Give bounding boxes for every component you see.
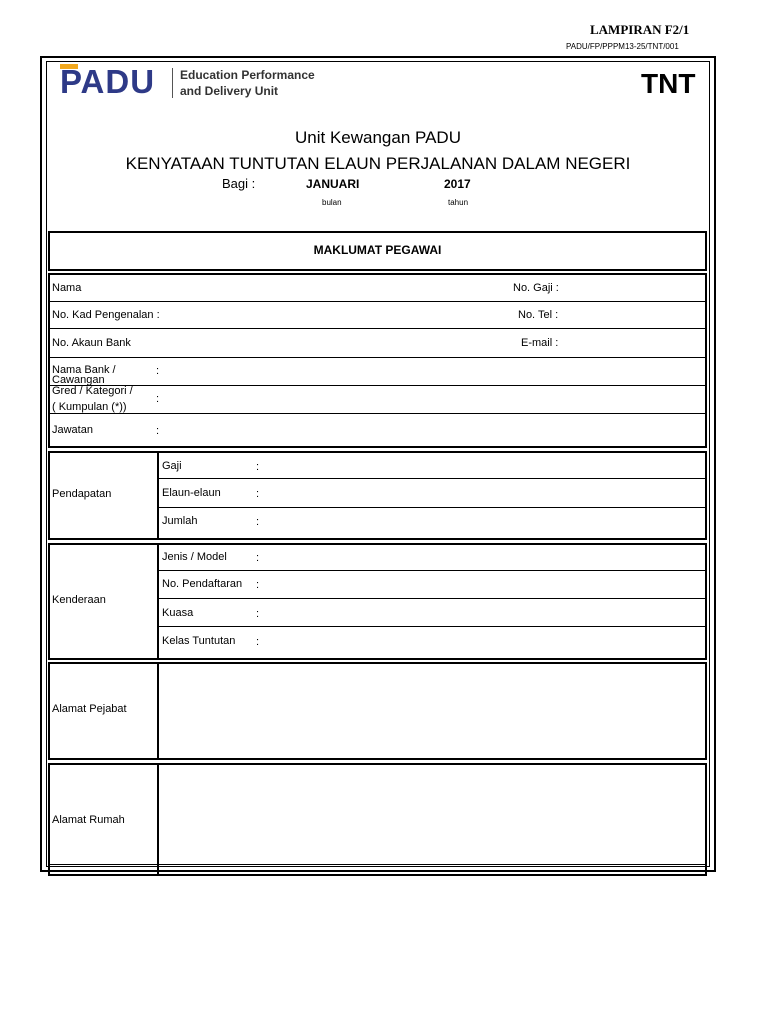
month-caption: bulan [322,198,342,207]
label-elaun: Elaun-elaun [162,487,221,499]
label-jawatan: Jawatan [52,424,93,436]
label-kad-pengenalan: No. Kad Pengenalan : [52,309,160,321]
bagi-label: Bagi : [222,176,256,191]
row-divider [158,570,707,571]
form-title: KENYATAAN TUNTUTAN ELAUN PERJALANAN DALAM NEGERI [125,154,631,173]
label-no-pendaftaran: No. Pendaftaran [162,578,243,590]
section-heading: MAKLUMAT PEGAWAI [313,243,442,257]
row-divider [158,626,707,627]
row-divider [48,413,707,414]
label-akaun-bank: No. Akaun Bank [52,337,131,349]
alamat-rumah-divider [157,763,159,876]
colon: : [156,393,160,405]
logo-subtitle-line1: Education Performance [180,68,315,82]
alamat-rumah-box [48,763,707,876]
label-nama-bank: Nama Bank / [52,364,116,376]
colon: : [156,365,160,377]
colon: : [256,579,260,591]
pendapatan-column-divider [157,451,159,540]
label-pendapatan: Pendapatan [52,488,112,500]
row-divider [158,478,707,479]
label-alamat-pejabat: Alamat Pejabat [52,703,127,715]
label-gaji: Gaji [162,460,182,472]
row-divider [158,507,707,508]
colon: : [256,552,260,564]
label-email: E-mail : [521,337,559,349]
label-alamat-rumah: Alamat Rumah [52,814,125,826]
colon: : [256,488,260,500]
reference-code: PADU/FP/PPPM13-25/TNT/001 [566,42,679,51]
label-jumlah: Jumlah [162,515,198,527]
period-month: JANUARI [306,177,360,191]
colon: : [256,516,260,528]
logo-subtitle-line2: and Delivery Unit [180,84,279,98]
bottom-divider [48,864,707,865]
unit-title: Unit Kewangan PADU [295,128,461,147]
logo-separator [172,68,173,98]
row-divider [48,328,707,329]
alamat-pejabat-divider [157,662,159,760]
personal-info-box [48,273,707,448]
period-year: 2017 [444,177,471,191]
form-code: TNT [641,68,696,99]
colon: : [256,461,260,473]
logo-wordmark: PADU [60,63,156,100]
label-jenis-model: Jenis / Model [162,551,227,563]
row-divider [48,301,707,302]
label-nama: Nama [52,282,82,294]
kenderaan-box [48,543,707,660]
colon: : [156,425,160,437]
label-no-gaji: No. Gaji : [513,282,559,294]
alamat-pejabat-box [48,662,707,760]
label-kuasa: Kuasa [162,607,194,619]
label-gred: Gred / Kategori / [52,385,133,397]
year-caption: tahun [448,198,469,207]
label-cawangan: Cawangan [52,374,105,386]
row-divider [48,385,707,386]
kenderaan-column-divider [157,543,159,660]
label-no-tel: No. Tel : [518,309,559,321]
colon: : [256,636,260,648]
row-divider [158,598,707,599]
label-kenderaan: Kenderaan [52,594,106,606]
pendapatan-box [48,451,707,540]
label-kelas-tuntutan: Kelas Tuntutan [162,635,236,647]
label-kumpulan: ( Kumpulan (*)) [52,401,127,413]
row-divider [48,357,707,358]
lampiran-label: LAMPIRAN F2/1 [590,22,690,37]
colon: : [256,608,260,620]
